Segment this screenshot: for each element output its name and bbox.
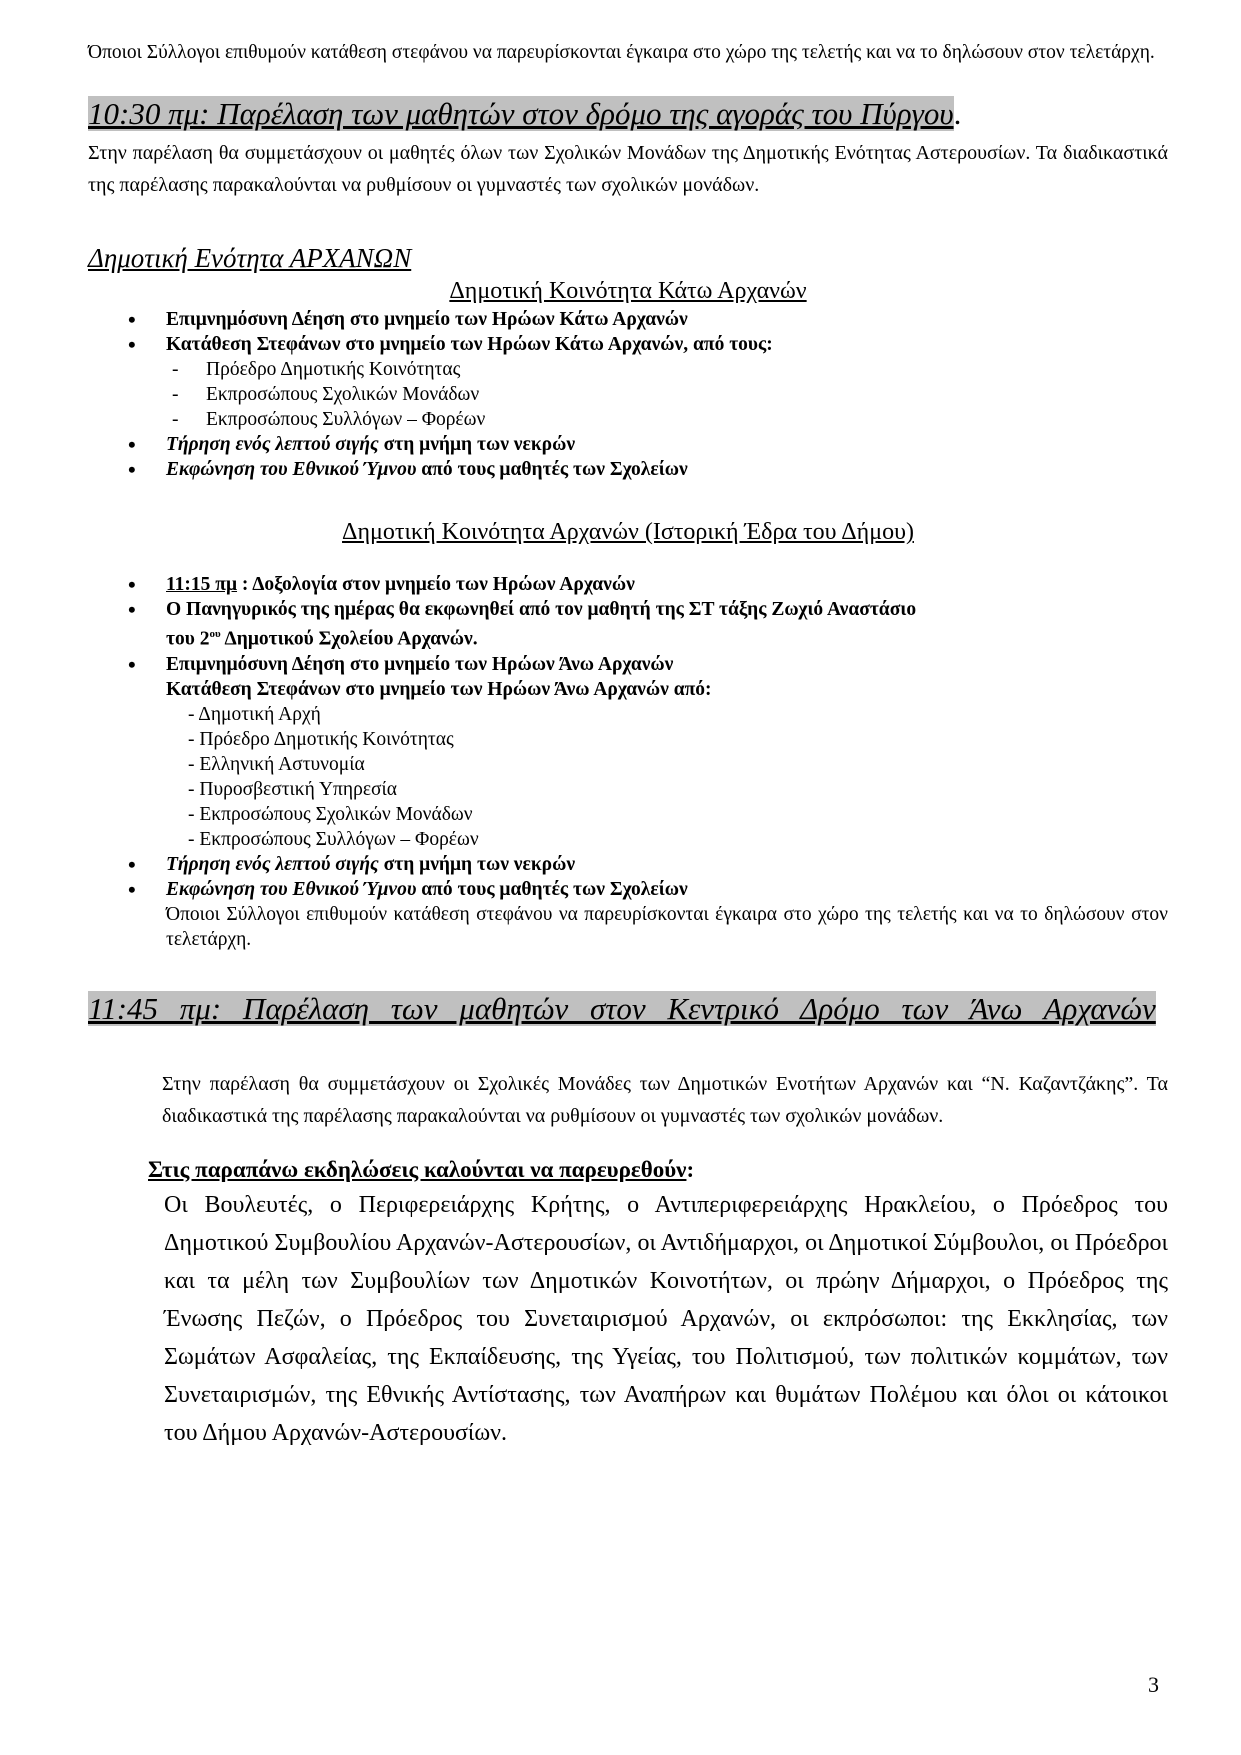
list-item: - Εκπροσώπους Σχολικών Μονάδων — [188, 803, 473, 825]
invitation-title — [148, 1154, 1168, 1186]
unit-archanon-title: Δημοτική Ενότητα ΑΡΧΑΝΩΝ — [88, 243, 412, 273]
heading-1030-text: 10:30 πμ: Παρέλαση των μαθητών στον δρόμο της αγοράς του Πύργου — [88, 96, 954, 131]
list-item — [128, 852, 1168, 877]
panegyric-line2-post: Δημοτικού Σχολείου Αρχανών. — [220, 628, 478, 650]
doxology-time: 11:15 πμ — [166, 574, 238, 595]
anthem-lead: Εκφώνηση του Εθνικού Ύμνου — [166, 878, 417, 900]
archanes-wreath-by-list — [88, 702, 1168, 852]
invitation-title-text: Στις παραπάνω εκδηλώσεις καλούνται να παρευρεθούν — [148, 1156, 687, 1182]
wreath-lead: Κατάθεση Στεφάνων — [166, 334, 341, 355]
list-item: - Εκπροσώπους Συλλόγων – Φορέων — [172, 407, 1168, 432]
wreath-lead: Κατάθεση Στεφάνων — [166, 678, 341, 700]
wreath-text: στο μνημείο των Ηρώων Κάτω Αρχανών, από τους: — [340, 334, 773, 355]
list-item: - Εκπροσώπους Συλλόγων – Φορέων — [188, 828, 479, 850]
list-item: - Πρόεδρο Δημοτικής Κοινότητας — [188, 728, 454, 750]
heading-1030 — [88, 93, 1168, 135]
kato-archanes-list — [88, 307, 1168, 357]
anthem-text: από τους μαθητές των Σχολείων — [416, 459, 688, 480]
anthem-text: από τους μαθητές των Σχολείων — [416, 878, 688, 900]
silence-text: στη μνήμη των νεκρών — [378, 853, 576, 875]
silence-lead: Τήρηση ενός λεπτού σιγής — [166, 853, 379, 875]
list-item: - Πρόεδρο Δημοτικής Κοινότητας — [172, 357, 1168, 382]
list-item — [128, 877, 1168, 902]
list-item-note — [128, 902, 1168, 952]
archanes-title: Δημοτική Κοινότητα Αρχανών (Ιστορική Έδρα του Δήμου) — [342, 519, 914, 545]
invitation-colon: : — [686, 1156, 695, 1182]
list-item — [128, 432, 1168, 457]
kato-archanes-list-2 — [88, 432, 1168, 482]
student-name: ΣΤ τάξης Ζωχιό Αναστάσιο — [688, 599, 917, 620]
silence-lead: Τήρηση ενός λεπτού σιγής — [166, 434, 379, 455]
memorial-text: στο μνημείο των Ηρώων Άνω Αρχανών — [345, 653, 674, 675]
panegyric-mid: θα εκφωνηθεί από τον μαθητή της — [393, 599, 689, 620]
list-item — [128, 307, 1168, 332]
page-number: 3 — [1148, 1672, 1159, 1697]
invitation-body: Οι Βουλευτές, ο Περιφερειάρχης Κρήτης, ο Αντιπεριφερειάρχης Ηρακλείου, ο Πρόεδρος του Δημοτικού Συμβουλίου Αρχανών-Αστερουσίων, οι Αντιδήμαρχοι, οι Δημοτικοί Σύμβουλοι, οι Πρόεδροι και τα μέλη των Συμβουλίων των Δημοτικών Κοινοτήτων, οι πρώην Δήμαρχοι, ο Πρόεδρος της Ένωσης Πεζών, ο Πρόεδρος του Συνεταιρισμού Αρχανών, οι εκπρόσωποι: της Εκκλησίας, των Σωμάτων Ασφαλείας, της Εκπαίδευσης, της Υγείας, του Πολιτισμού, των πολιτικών κομμάτων, των Συνεταιρισμών, της Εθνικής Αντίστασης, των Αναπήρων και θυμάτων Πολέμου και όλοι οι κάτοικοι του Δήμου Αρχανών-Αστερουσίων. — [164, 1191, 1168, 1446]
list-item — [128, 457, 1168, 482]
anthem-lead: Εκφώνηση του Εθνικού Ύμνου — [166, 459, 417, 480]
list-item — [128, 572, 1168, 597]
list-item — [128, 652, 1168, 702]
parade-1145-body: Στην παρέλαση θα συμμετάσχουν οι Σχολικές Μονάδες των Δημοτικών Ενοτήτων Αρχανών και “Ν. Καζαντζάκης”. Τα διαδικαστικά της παρέλασης παρακαλούνται να ρυθμίσουν οι γυμναστές των σχολικών μονάδων. — [162, 1072, 1168, 1127]
list-item: - Ελληνική Αστυνομία — [188, 753, 365, 775]
archanes-list — [88, 572, 1168, 702]
list-item — [128, 597, 1168, 652]
wreath-text: στο μνημείο των Ηρώων Άνω Αρχανών από: — [340, 678, 712, 700]
document-page — [88, 40, 1168, 1452]
archanes-list-2 — [88, 852, 1168, 952]
list-item: - Πυροσβεστική Υπηρεσία — [188, 778, 397, 800]
panegyric-pre: Ο — [166, 599, 187, 620]
memorial-service-text: Επιμνημόσυνη Δέηση στο μνημείο των Ηρώων Κάτω Αρχανών — [166, 309, 688, 330]
silence-text: στη μνήμη των νεκρών — [378, 434, 576, 455]
wreath-note: Όποιοι Σύλλογοι επιθυμούν κατάθεση στεφάνου να παρευρίσκονται έγκαιρα στο χώρο της τελετής και να το δηλώσουν στον τελετάρχη. — [166, 903, 1168, 950]
heading-1145-text: 11:45 πμ: Παρέλαση των μαθητών στον Κεντρικό Δρόμο των Άνω Αρχανών — [88, 990, 1156, 1026]
intro-note: Όποιοι Σύλλογοι επιθυμούν κατάθεση στεφάνου να παρευρίσκονται έγκαιρα στο χώρο της τελετής και να το δηλώσουν στον τελετάρχη. — [88, 42, 1155, 63]
heading-1145 — [88, 988, 1168, 1038]
list-item — [128, 332, 1168, 357]
list-item: - Δημοτική Αρχή — [188, 703, 321, 725]
doxology-text: : Δοξολογία στον μνημείο των Ηρώων Αρχανών — [237, 574, 635, 595]
parade-1030-body: Στην παρέλαση θα συμμετάσχουν οι μαθητές όλων των Σχολικών Μονάδων της Δημοτικής Ενότητας Αστερουσίων. Τα διαδικαστικά της παρέλασης παρακαλούνται να ρυθμίσουν οι γυμναστές των σχολικών μονάδων. — [88, 142, 1168, 196]
panegyric-lead: Πανηγυρικός της ημέρας — [186, 599, 394, 620]
memorial-lead: Επιμνημόσυνη Δέηση — [166, 653, 346, 675]
kato-wreath-by-list — [88, 357, 1168, 432]
list-item: - Εκπροσώπους Σχολικών Μονάδων — [172, 382, 1168, 407]
kato-archanes-title: Δημοτική Κοινότητα Κάτω Αρχανών — [449, 278, 807, 304]
panegyric-line2-pre: του 2 — [166, 628, 210, 650]
heading-1030-period: . — [953, 96, 962, 131]
ordinal-sup: ου — [209, 628, 221, 640]
